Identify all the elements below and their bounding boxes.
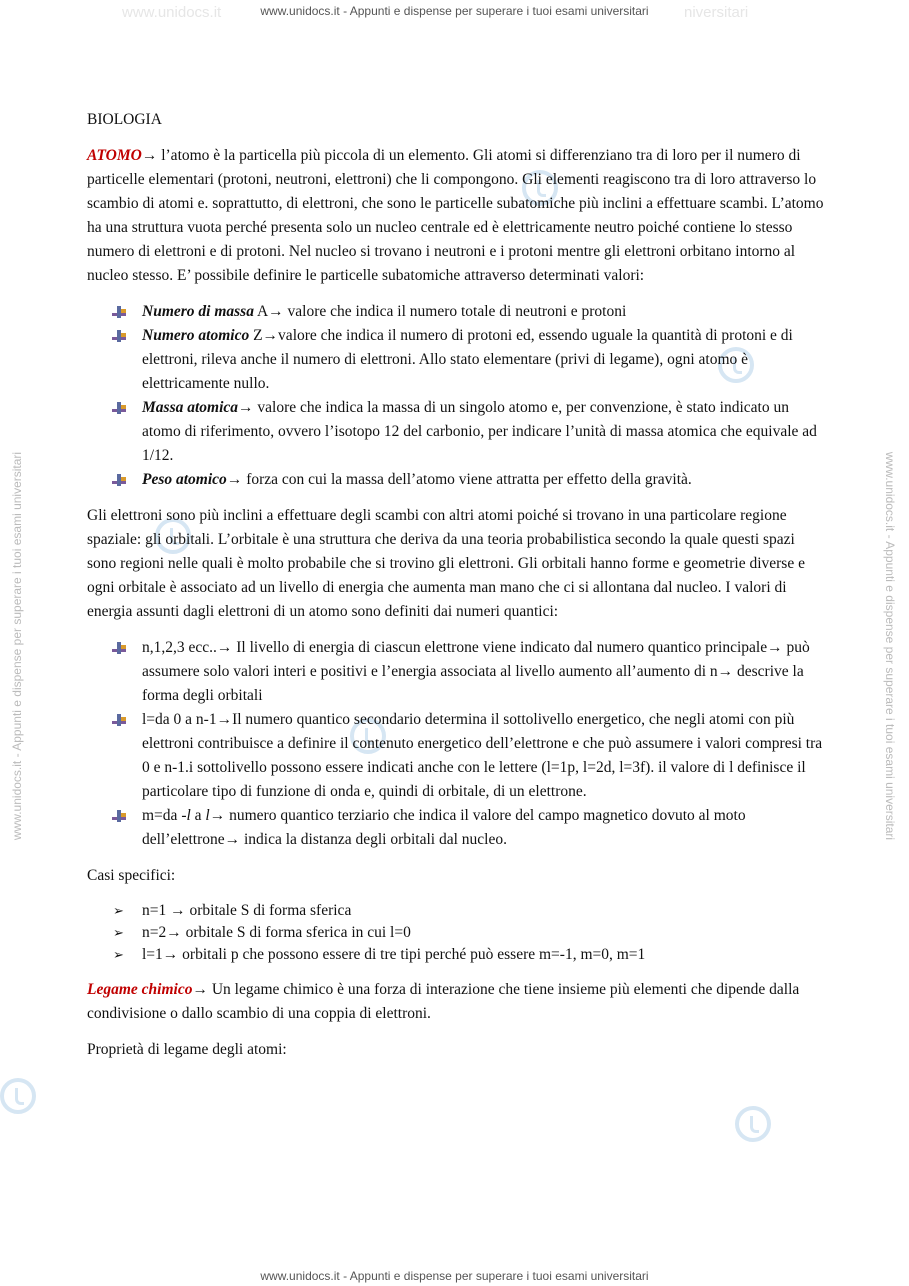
unidocs-logo-icon — [735, 1106, 771, 1142]
casi-title: Casi specifici: — [87, 867, 176, 884]
watermark-side-right: www.unidocs.it - Appunti e dispense per superare i tuoi esami universitari — [883, 451, 897, 841]
list-item-term: Numero atomico — [142, 327, 250, 344]
list-item-term: Numero di massa — [142, 303, 254, 320]
list-item — [142, 324, 827, 396]
list-item-text: A→ valore che indica il numero totale di neutroni e protoni — [253, 303, 627, 320]
arrow-bullet-icon: ➢ — [113, 925, 124, 940]
orbitali-paragraph: Gli elettroni sono più inclini a effettuare degli scambi con altri atomi poiché si trovano in una particolare regione spaziale: gli orbitali. L’orbitale è una struttura che deriva da una teoria probabilistica secondo la quale questi spazi sono regioni nelle quali è molto probabile che si trovino gli elettroni. Gli orbitali hanno forme e geometrie diverse e ogni orbitale è associato ad un livello di energia che aumenta man mano che ci si allontana dal nucleo. I valori di energia assunti dagli elettroni di un atomo sono definiti dai numeri quantici: — [87, 507, 805, 620]
bullet-icon — [112, 472, 130, 488]
quantum-list — [87, 636, 827, 852]
list-item-text: m=da — [142, 807, 182, 824]
list-item-text: Z→valore che indica il numero di protoni ed, essendo uguale la quantità di protoni e di elettroni, rileva anche il numero di elettroni. Allo stato elementare (privi di legame), ogni atomo è elettricamente nullo. — [142, 327, 793, 392]
arrow-bullet-icon: ➢ — [113, 947, 124, 962]
legame-term: Legame chimico — [87, 981, 193, 998]
bullet-icon — [112, 712, 130, 728]
arrow-glyph: → — [141, 147, 162, 164]
legame-paragraph — [87, 978, 827, 1026]
unidocs-logo-icon — [0, 1078, 36, 1114]
list-item-text: → numero quantico terziario che indica il valore del campo magnetico dovuto al moto dell’elettrone→ indica la distanza degli orbitali dal nucleo. — [142, 807, 746, 848]
list-item-text: l=da 0 a n-1→Il numero quantico secondario determina il sottolivello energetico, che negli atomi con più elettroni contribuisce a definire il contenuto energetico dell’elettrone e che può assumere i valori compresi tra 0 e n-1.i sottolivello possono essere indicati anche con le lettere (l=1p, l=2d, l=3f). il valore di l definisce il particolare tipo di funzione di onda e, quindi di orbitale, di un elettrone. — [142, 711, 823, 800]
list-item-text: a — [190, 807, 206, 824]
list-item-text: n=1 → orbitale S di forma sferica — [142, 902, 352, 919]
watermark-side-left: www.unidocs.it - Appunti e dispense per superare i tuoi esami universitari — [10, 451, 24, 841]
legame-text: → Un legame chimico è una forza di interazione che tiene insieme più elementi che dipende dalla condivisione o dallo scambio di una coppia di elettroni. — [87, 981, 800, 1022]
watermark-bottom: www.unidocs.it - Appunti e dispense per superare i tuoi esami universitari — [260, 1269, 649, 1283]
list-item-text: l — [205, 807, 210, 824]
bullet-icon — [112, 328, 130, 344]
proprieta-heading: Proprietà di legame degli atomi: — [87, 1041, 287, 1058]
atomo-text: l’atomo è la particella più piccola di un elemento. Gli atomi si differenziano tra di loro per il numero di particelle elementari (protoni, neutroni, elettroni) che li compongono. Gli elementi reagiscono tra di loro attraverso lo scambio di atomi e. soprattutto, di elettroni, che sono le particelle subatomiche più inclini a effettuare scambi. L’atomo ha una struttura vuota perché presenta solo un nucleo centrale ed è elettricamente neutro poiché contiene lo stesso numero di elettroni e di protoni. Nel nucleo si trovano i neutroni e i protoni mentre gli elettroni orbitano intorno al nucleo stesso. E’ possibile definire le particelle subatomiche attraverso determinati valori: — [87, 147, 824, 284]
bullet-icon — [112, 640, 130, 656]
bullet-icon — [112, 304, 130, 320]
list-item — [142, 804, 827, 852]
list-item — [142, 636, 827, 708]
list-item — [142, 708, 827, 804]
list-item-term: Peso atomico — [142, 471, 227, 488]
list-item-text: -l — [181, 807, 191, 824]
casi-list — [87, 900, 827, 966]
watermark-ghost-right: niversitari — [684, 4, 749, 21]
list-item-text: → forza con cui la massa dell’atomo viene attratta per effetto della gravità. — [226, 471, 692, 488]
list-item-text: n,1,2,3 ecc..→ Il livello di energia di ciascun elettrone viene indicato dal numero quantico principale→ può assumere solo valori interi e positivi e l’energia associata al livello aumento all’aumento di n→ descrive la forma degli orbitali — [142, 639, 810, 704]
values-list — [87, 300, 827, 492]
list-item-text: n=2→ orbitale S di forma sferica in cui l=0 — [142, 924, 411, 941]
list-item — [113, 944, 827, 966]
list-item — [113, 922, 827, 944]
watermark-top: www.unidocs.it - Appunti e dispense per superare i tuoi esami universitari — [260, 4, 649, 18]
list-item — [142, 468, 827, 492]
arrow-bullet-icon: ➢ — [113, 903, 124, 918]
bullet-icon — [112, 808, 130, 824]
list-item-text: l=1→ orbitali p che possono essere di tre tipi perché può essere m=-1, m=0, m=1 — [142, 946, 646, 963]
list-item-text: → valore che indica la massa di un singolo atomo e, per convenzione, è stato indicato un atomo di riferimento, ovvero l’isotopo 12 del carbonio, per indicare l’unità di massa atomica che equivale ad 1/12. — [142, 399, 817, 464]
document-title: BIOLOGIA — [87, 111, 162, 128]
list-item-term: Massa atomica — [142, 399, 239, 416]
document-body — [87, 108, 827, 1062]
list-item — [142, 396, 827, 468]
atomo-term: ATOMO — [87, 147, 142, 164]
watermark-ghost-left: www.unidocs.it — [122, 4, 222, 21]
atomo-paragraph — [87, 144, 827, 288]
list-item — [113, 900, 827, 922]
bullet-icon — [112, 400, 130, 416]
list-item — [142, 300, 827, 324]
